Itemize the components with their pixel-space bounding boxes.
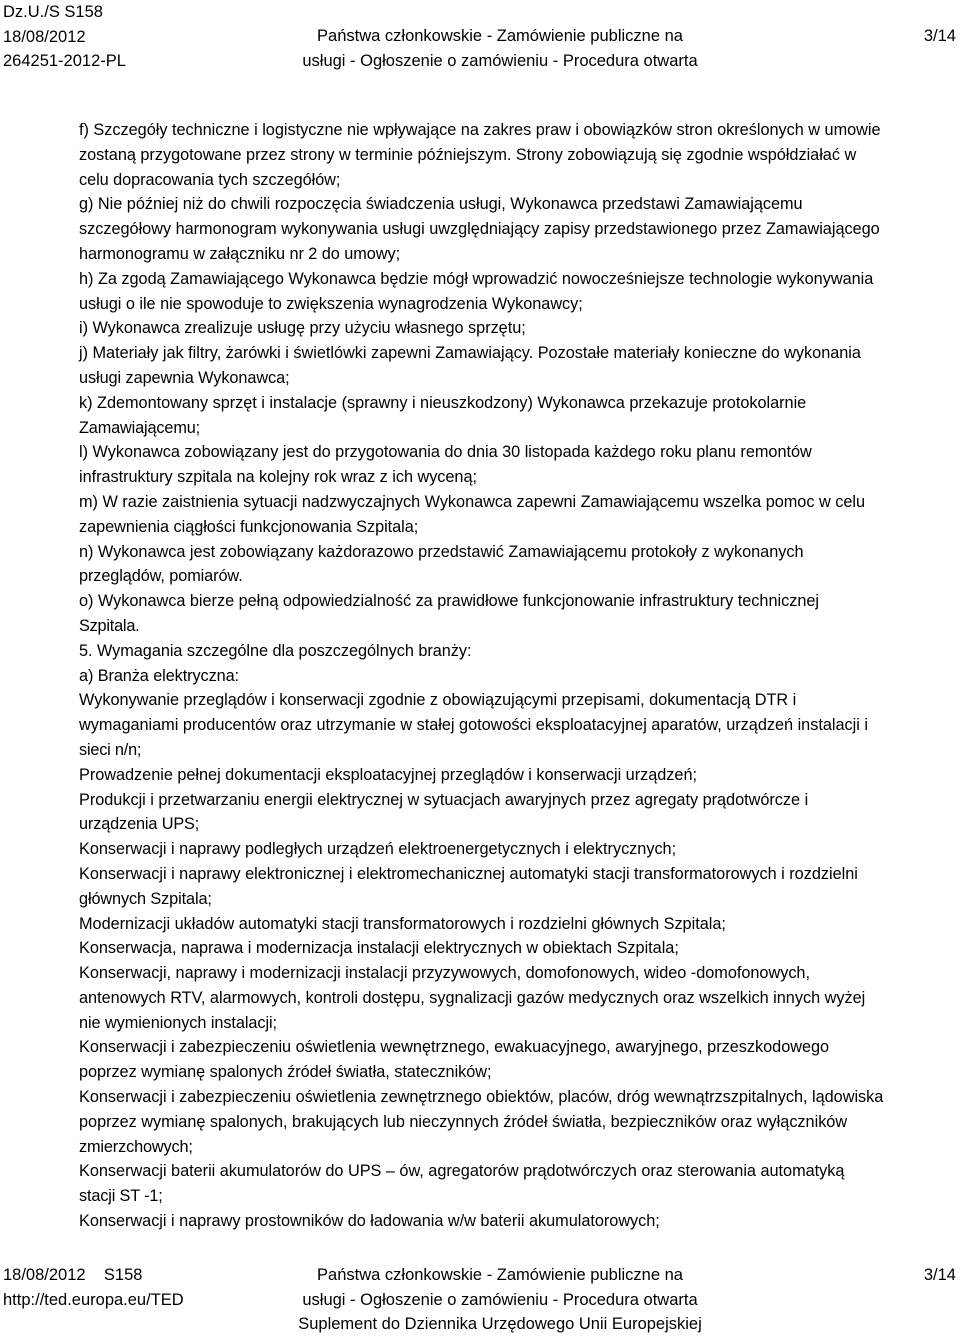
body-text-line: głównych Szpitala; — [79, 889, 212, 908]
body-text-line: infrastruktury szpitala na kolejny rok wraz z ich wyceną; — [79, 468, 477, 487]
body-text-line: g) Nie później niż do chwili rozpoczęcia świadczenia usługi, Wykonawca przedstawi Zamawiającemu — [79, 195, 803, 214]
body-text-line: l) Wykonawca zobowiązany jest do przygotowania do dnia 30 listopada każdego roku planu remontów — [79, 443, 812, 462]
body-text-line: Prowadzenie pełnej dokumentacji eksploatacyjnej przeglądów i konserwacji urządzeń; — [79, 765, 697, 784]
header-title — [260, 24, 740, 73]
body-text-line: usługi o ile nie spowoduje to zwiększenia wynagrodzenia Wykonawcy; — [79, 294, 583, 313]
body-text-line: stacji ST -1; — [79, 1187, 163, 1206]
body-text-line: Konserwacji i naprawy prostowników do ładowania w/w baterii akumulatorowych; — [79, 1212, 660, 1231]
body-text-line: a) Branża elektryczna: — [79, 666, 239, 685]
body-text-line: Konserwacji i zabezpieczeniu oświetlenia wewnętrznego, ewakuacyjnego, awaryjnego, przeszkodowego — [79, 1038, 830, 1057]
footer-title-line-1: Państwa członkowskie - Zamówienie publiczne na — [317, 1266, 683, 1284]
body-text-line: usługi zapewnia Wykonawca; — [79, 368, 290, 387]
body-text-line: Konserwacja, naprawa i modernizacja instalacji elektrycznych w obiektach Szpitala; — [79, 939, 679, 958]
body-text-line: zapewnienia ciągłości funkcjonowania Szpitala; — [79, 517, 419, 536]
body-text-line: o) Wykonawca bierze pełną odpowiedzialność za prawidłowe funkcjonowanie infrastruktury technicznej — [79, 592, 819, 611]
footer-date-issue: 18/08/2012 S158 — [3, 1266, 143, 1284]
body-text-line: wymaganiami producentów oraz utrzymanie w stałej gotowości eksploatacyjnej aparatów, urządzeń instalacji i — [79, 716, 868, 735]
footer-url: http://ted.europa.eu/TED — [3, 1290, 184, 1309]
body-text-line: j) Materiały jak filtry, żarówki i świetlówki zapewni Zamawiający. Pozostałe materiały konieczne do wykonania — [79, 344, 861, 363]
body-text-line: antenowych RTV, alarmowych, kontroli dostępu, sygnalizacji gazów medycznych oraz wszelkich innych wyżej — [79, 988, 866, 1007]
body-text-line: sieci n/n; — [79, 740, 142, 759]
footer-title — [260, 1263, 740, 1337]
body-text-line: Wykonywanie przeglądów i konserwacji zgodnie z obowiązującymi przepisami, dokumentacją DTR i — [79, 691, 797, 710]
footer-left — [3, 1263, 184, 1312]
body-text-line: nie wymienionych instalacji; — [79, 1013, 277, 1032]
body-text-line: Konserwacji i zabezpieczeniu oświetlenia zewnętrznego obiektów, placów, dróg wewnątrzszpitalnych, lądowiska — [79, 1088, 884, 1107]
body-text-line: m) W razie zaistnienia sytuacji nadzwyczajnych Wykonawca zapewni Zamawiającemu wszelka pomoc w celu — [79, 492, 866, 511]
body-text-line: urządzenia UPS; — [79, 815, 200, 834]
body-text-line: Modernizacji układów automatyki stacji transformatorowych i rozdzielni głównych Szpitala; — [79, 914, 726, 933]
publication-date: 18/08/2012 — [3, 27, 86, 46]
header-title-line-2: usługi - Ogłoszenie o zamówieniu - Procedura otwarta — [302, 51, 698, 70]
body-text-line: Konserwacji, naprawy i modernizacji instalacji przyzywowych, domofonowych, wideo -domofonowych, — [79, 964, 810, 983]
body-text-line: n) Wykonawca jest zobowiązany każdorazowo przedstawić Zamawiającemu protokoły z wykonanych — [79, 542, 804, 561]
body-text-line: h) Za zgodą Zamawiającego Wykonawca będzie mógł wprowadzić nowocześniejsze technologie wykonywania — [79, 269, 874, 288]
body-text-line: Zamawiającemu; — [79, 418, 201, 437]
body-text-line: Produkcji i przetwarzaniu energii elektrycznej w sytuacjach awaryjnych przez agregaty prądotwórcze i — [79, 790, 809, 809]
body-text-line: f) Szczegóły techniczne i logistyczne nie wpływające na zakres praw i obowiązków stron określonych w umowie — [79, 121, 881, 139]
header-left — [3, 0, 126, 74]
body-text-line: Szpitala. — [79, 616, 140, 635]
notice-id: 264251-2012-PL — [3, 52, 126, 70]
body-text-line: Konserwacji i naprawy podległych urządzeń elektroenergetycznych i elektrycznych; — [79, 840, 677, 859]
body-text-line: 5. Wymagania szczególne dla poszczególnych branży: — [79, 641, 472, 660]
body-text-line: celu dopracowania tych szczegółów; — [79, 170, 341, 189]
body-text-line: przeglądów, pomiarów. — [79, 567, 243, 586]
journal-reference: Dz.U./S S158 — [3, 3, 103, 21]
body-text-line: poprzez wymianę spalonych, brakujących lub nieczynnych źródeł światła, bezpieczników oraz wyłączników — [79, 1112, 848, 1131]
body-text-line: Konserwacji baterii akumulatorów do UPS – ów, agregatorów prądotwórczych oraz sterowania automatyką — [79, 1162, 845, 1181]
body-text-line: zmierzchowych; — [79, 1137, 193, 1156]
footer-page-number: 3/14 — [923, 1266, 956, 1284]
document-body — [79, 118, 959, 1234]
footer-title-line-2: usługi - Ogłoszenie o zamówieniu - Procedura otwarta — [302, 1290, 698, 1309]
body-text-line: harmonogramu w załączniku nr 2 do umowy; — [79, 244, 401, 263]
header-title-line-1: Państwa członkowskie - Zamówienie publiczne na — [317, 27, 683, 45]
body-text-line: zostaną przygotowane przez strony w terminie późniejszym. Strony zobowiązują się zgodnie współdziałać w — [79, 145, 857, 164]
body-text-line: szczegółowy harmonogram wykonywania usługi uwzględniający zapisy przedstawionego przez Zamawiającego — [79, 220, 880, 239]
body-text-line: i) Wykonawca zrealizuje usługę przy użyciu własnego sprzętu; — [79, 319, 526, 338]
body-text-line: k) Zdemontowany sprzęt i instalacje (sprawny i nieuszkodzony) Wykonawca przekazuje protokolarnie — [79, 393, 807, 412]
header-page-number: 3/14 — [923, 27, 956, 45]
body-text-line: poprzez wymianę spalonych źródeł światła, stateczników; — [79, 1063, 492, 1082]
body-text-line: Konserwacji i naprawy elektronicznej i elektromechanicznej automatyki stacji transformatorowych i rozdzielni — [79, 864, 858, 883]
footer-title-line-3: Suplement do Dziennika Urzędowego Unii Europejskiej — [298, 1315, 702, 1333]
